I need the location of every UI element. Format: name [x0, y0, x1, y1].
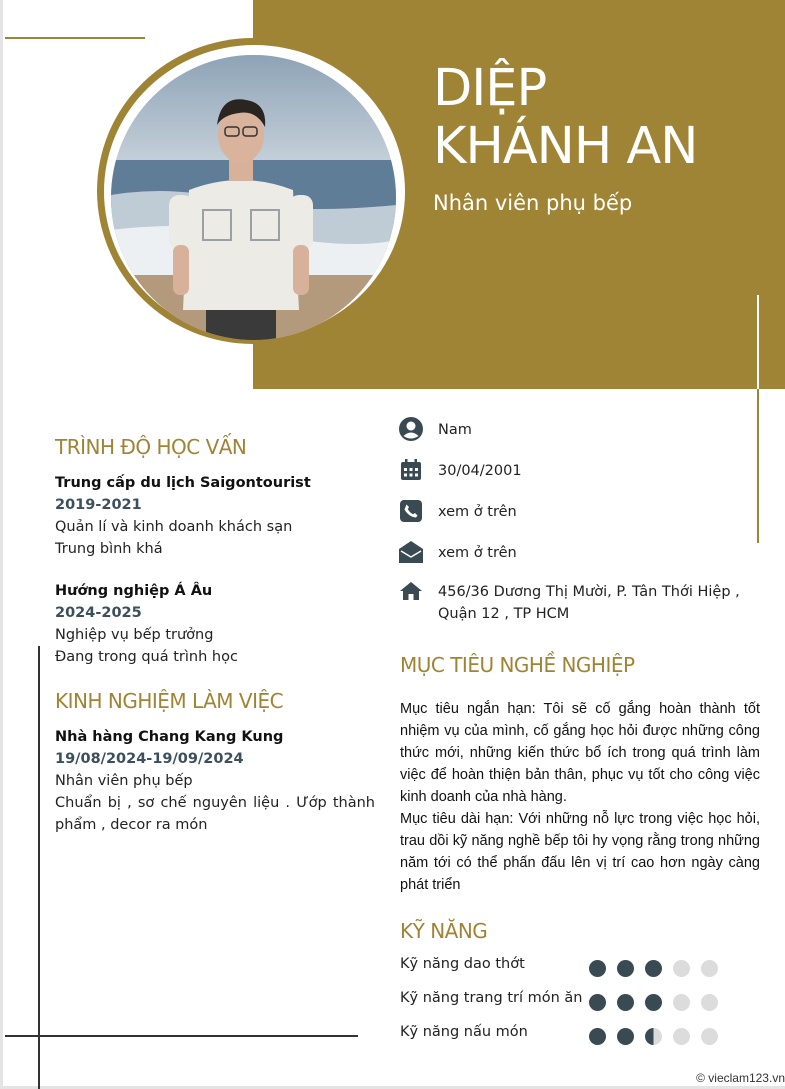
page-edge-left: [0, 0, 3, 1089]
skill-dot: [701, 994, 718, 1011]
contact-phone: [398, 498, 517, 524]
skill-name: Kỹ năng nấu món: [400, 1024, 528, 1040]
objective-heading: MỤC TIÊU NGHỀ NGHIỆP: [400, 653, 635, 677]
skill-dot: [701, 960, 718, 977]
contact-address-value: [438, 581, 740, 625]
skill-dot: [589, 1028, 606, 1045]
skills-heading: KỸ NĂNG: [400, 919, 488, 943]
contact-address-line1: 456/36 Dương Thị Mười, P. Tân Thới Hiệp ,: [438, 584, 740, 600]
education-major: Nghiệp vụ bếp trưởng: [55, 627, 214, 643]
skill-rating: [589, 960, 729, 977]
contact-email-value: xem ở trên: [438, 545, 517, 561]
objective-text: [400, 698, 760, 896]
candidate-name-line1: DIỆP: [433, 59, 547, 118]
contact-address-line2: Quận 12 , TP HCM: [438, 606, 570, 622]
phone-icon: [398, 498, 424, 524]
left-divider-line: [38, 646, 40, 1089]
skill-dot: [617, 994, 634, 1011]
education-list: [55, 472, 375, 668]
contact-gender-value: Nam: [438, 422, 472, 438]
experience-period: 19/08/2024-19/09/2024: [55, 751, 244, 767]
skill-dot: [617, 960, 634, 977]
skill-dot: [645, 1028, 662, 1045]
skill-dot: [617, 1028, 634, 1045]
skill-dot: [589, 960, 606, 977]
right-divider-line-lower: [757, 389, 759, 543]
contact-birthday-value: 30/04/2001: [438, 463, 522, 479]
education-period: 2024-2025: [55, 605, 142, 621]
profile-photo: [111, 55, 396, 340]
skill-dot: [589, 994, 606, 1011]
bottom-divider-line: [5, 1035, 358, 1037]
education-item: [55, 472, 375, 560]
skill-rating: [589, 994, 729, 1011]
contact-gender: [398, 416, 472, 442]
candidate-name: [433, 60, 773, 176]
skill-item: [400, 956, 730, 980]
experience-description: Chuẩn bị , sơ chế nguyên liệu . Ướp thành phẩm , decor ra món: [55, 795, 375, 833]
skill-name: Kỹ năng trang trí món ăn: [400, 990, 583, 1006]
contact-email: [398, 539, 517, 565]
home-icon: [398, 581, 424, 607]
profile-photo-illustration: [111, 55, 396, 340]
skill-dot: [701, 1028, 718, 1045]
experience-heading: KINH NGHIỆM LÀM VIỆC: [55, 689, 284, 713]
skill-dot: [673, 960, 690, 977]
education-item: [55, 580, 375, 668]
objective-long-term: Mục tiêu dài hạn: Với những nỗ lực trong việc học hỏi, trau dồi kỹ năng nghề bếp tôi hy vọng rằng trong những năm tới có thể phấn đấu lên vị trí cao hơn ngày càng phát triển: [400, 811, 760, 893]
education-result: Trung bình khá: [55, 541, 163, 557]
skill-item: [400, 1024, 730, 1048]
calendar-icon: [398, 457, 424, 483]
experience-item: [55, 726, 375, 836]
skill-item: [400, 990, 730, 1014]
education-result: Đang trong quá trình học: [55, 649, 238, 665]
contact-phone-value: xem ở trên: [438, 504, 517, 520]
contact-address: [398, 581, 740, 625]
skill-dot: [645, 960, 662, 977]
user-icon: [398, 416, 424, 442]
objective-short-term: Mục tiêu ngắn hạn: Tôi sẽ cố gắng hoàn thành tốt nhiệm vụ của mình, cố gắng học hỏi được những công thức mới, những kiến thức bổ ích trong quá trình làm việc để hoàn thiện bản thân, phục vụ tốt cho công việc kinh doanh của nhà hàng.: [400, 701, 760, 805]
footer-brand: © vieclam123.vn: [696, 1071, 785, 1085]
skill-dot: [673, 994, 690, 1011]
candidate-name-line2: KHÁNH AN: [433, 117, 698, 176]
experience-company: Nhà hàng Chang Kang Kung: [55, 729, 284, 745]
experience-role: Nhân viên phụ bếp: [55, 773, 193, 789]
top-accent-line: [5, 37, 145, 39]
job-title: Nhân viên phụ bếp: [433, 191, 633, 215]
education-major: Quản lí và kinh doanh khách sạn: [55, 519, 293, 535]
skill-rating: [589, 1028, 729, 1045]
skill-dot: [645, 994, 662, 1011]
contact-birthday: [398, 457, 522, 483]
education-school: Hướng nghiệp Á Âu: [55, 583, 213, 599]
envelope-icon: [398, 539, 424, 565]
education-school: Trung cấp du lịch Saigontourist: [55, 475, 311, 491]
education-heading: TRÌNH ĐỘ HỌC VẤN: [55, 435, 247, 459]
education-period: 2019-2021: [55, 497, 142, 513]
skill-dot: [673, 1028, 690, 1045]
skill-name: Kỹ năng dao thớt: [400, 956, 525, 972]
